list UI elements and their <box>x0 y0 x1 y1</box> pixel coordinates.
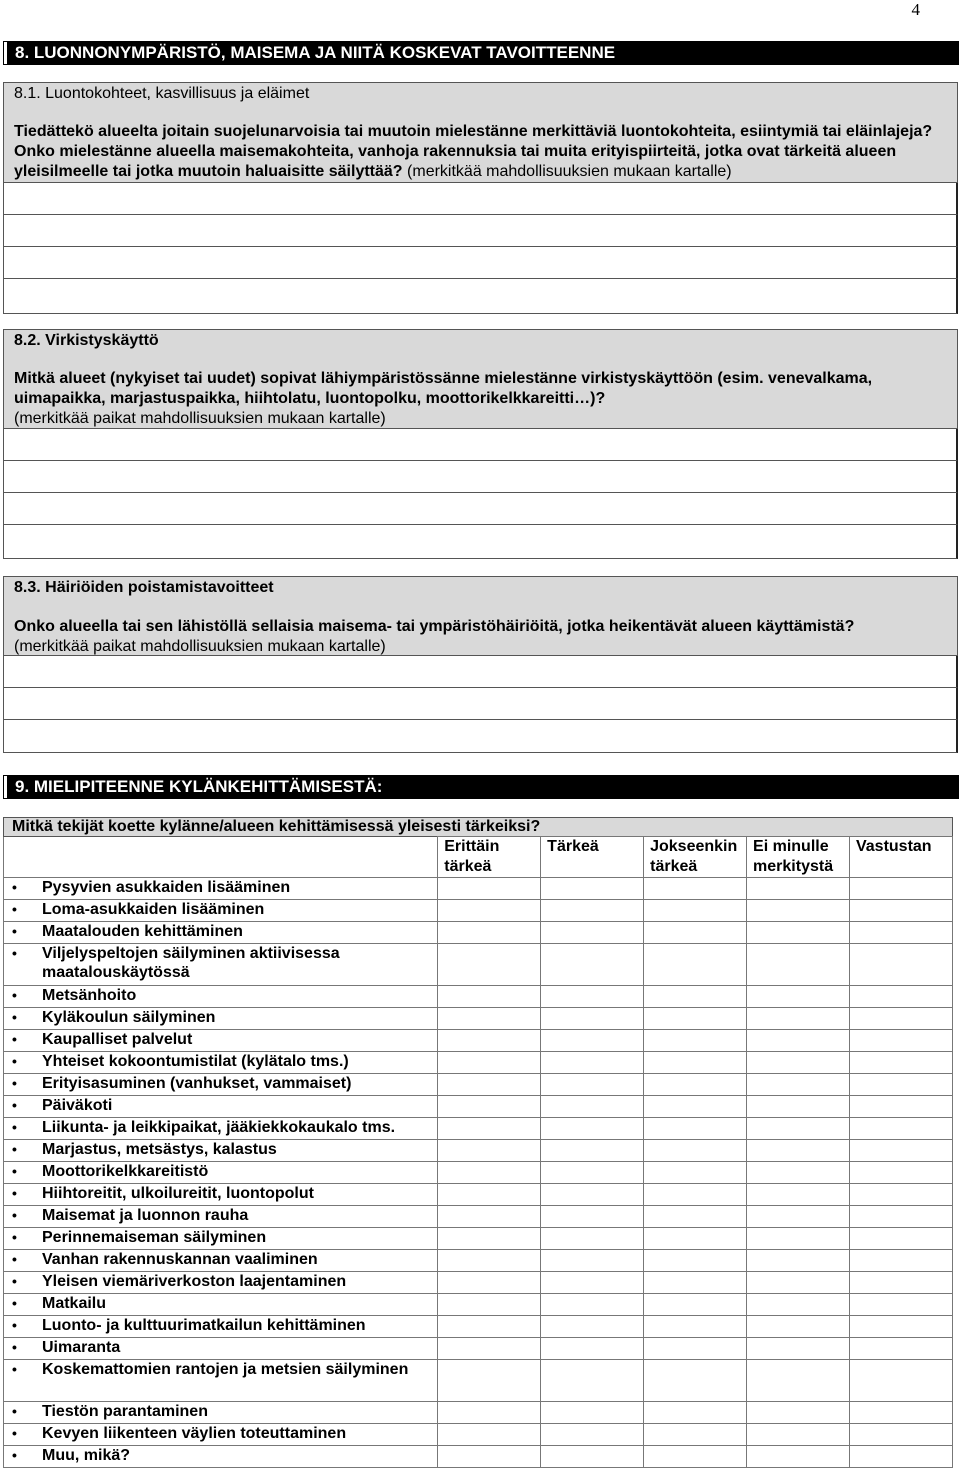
item-label-cell <box>4 944 438 986</box>
rating-cell[interactable] <box>747 1446 850 1468</box>
rating-cell[interactable] <box>747 922 850 944</box>
rating-cell[interactable] <box>747 1424 850 1446</box>
rating-cell[interactable] <box>438 1118 541 1140</box>
rating-cell[interactable] <box>644 1338 747 1360</box>
item-label-cell <box>4 986 438 1008</box>
item-label-cell <box>4 1184 438 1206</box>
rating-cell[interactable] <box>849 1008 952 1030</box>
rating-cell[interactable] <box>438 1008 541 1030</box>
rating-cell[interactable] <box>644 1162 747 1184</box>
rating-cell[interactable] <box>541 1316 644 1338</box>
item-label: Viljelyspeltojen säilyminen aktiivisessa maatalouskäytössä <box>42 945 340 981</box>
answer-line[interactable] <box>3 525 958 559</box>
item-label: Maatalouden kehittäminen <box>42 923 243 940</box>
item-label: Hiihtoreitit, ulkoilureitit, luontopolut <box>42 1185 314 1202</box>
rating-cell[interactable] <box>541 1030 644 1052</box>
rating-cell[interactable] <box>644 1360 747 1402</box>
rating-cell[interactable] <box>849 1074 952 1096</box>
table-row <box>4 1316 953 1338</box>
column-header: Tärkeä <box>541 837 644 878</box>
rating-cell[interactable] <box>644 1294 747 1316</box>
item-label: Liikunta- ja leikkipaikat, jääkiekkokaukalo tms. <box>42 1119 396 1136</box>
importance-table-header <box>4 837 953 878</box>
rating-cell[interactable] <box>438 1316 541 1338</box>
item-label-cell <box>4 900 438 922</box>
bullet-icon: • <box>12 1229 17 1245</box>
table-row <box>4 922 953 944</box>
rating-cell[interactable] <box>747 1162 850 1184</box>
section-8-2-box <box>3 329 958 429</box>
table-row <box>4 1446 953 1468</box>
section-8-1-heading: 8.1. Luontokohteet, kasvillisuus ja eläimet <box>14 85 310 102</box>
rating-cell[interactable] <box>849 1030 952 1052</box>
item-label-cell <box>4 1446 438 1468</box>
rating-cell[interactable] <box>541 1272 644 1294</box>
bullet-icon: • <box>12 1119 17 1135</box>
rating-cell[interactable] <box>644 1316 747 1338</box>
rating-cell[interactable] <box>849 1206 952 1228</box>
answer-line[interactable] <box>3 279 958 314</box>
rating-cell[interactable] <box>747 1360 850 1402</box>
item-label-cell <box>4 1074 438 1096</box>
rating-cell[interactable] <box>438 922 541 944</box>
bullet-icon: • <box>12 1317 17 1333</box>
rating-cell[interactable] <box>438 1030 541 1052</box>
rating-cell[interactable] <box>747 1294 850 1316</box>
bullet-icon: • <box>12 1185 17 1201</box>
rating-cell[interactable] <box>747 1030 850 1052</box>
rating-cell[interactable] <box>747 1206 850 1228</box>
item-label: Erityisasuminen (vanhukset, vammaiset) <box>42 1075 352 1092</box>
table-row <box>4 1096 953 1118</box>
rating-cell[interactable] <box>541 1338 644 1360</box>
rating-cell[interactable] <box>438 878 541 900</box>
rating-cell[interactable] <box>438 1052 541 1074</box>
rating-cell[interactable] <box>438 1360 541 1402</box>
column-header: Vastustan <box>849 837 952 878</box>
bullet-icon: • <box>12 1053 17 1069</box>
bullet-icon: • <box>12 1361 17 1377</box>
rating-cell[interactable] <box>849 878 952 900</box>
answer-line[interactable] <box>3 247 958 279</box>
rating-cell[interactable] <box>849 1294 952 1316</box>
rating-cell[interactable] <box>849 1250 952 1272</box>
table-row <box>4 1228 953 1250</box>
rating-cell[interactable] <box>644 1118 747 1140</box>
rating-cell[interactable] <box>849 1446 952 1468</box>
rating-cell[interactable] <box>438 1338 541 1360</box>
bullet-icon: • <box>12 1339 17 1355</box>
rating-cell[interactable] <box>438 1074 541 1096</box>
item-label-cell <box>4 1206 438 1228</box>
rating-cell[interactable] <box>747 1008 850 1030</box>
rating-cell[interactable] <box>747 1250 850 1272</box>
table-row <box>4 1140 953 1162</box>
rating-cell[interactable] <box>849 1316 952 1338</box>
rating-cell[interactable] <box>541 1228 644 1250</box>
bullet-icon: • <box>12 1075 17 1091</box>
rating-cell[interactable] <box>438 1096 541 1118</box>
table-row <box>4 1162 953 1184</box>
rating-cell[interactable] <box>849 1096 952 1118</box>
section-8-1-answer-area[interactable] <box>3 183 958 314</box>
item-label-cell <box>4 1424 438 1446</box>
rating-cell[interactable] <box>541 1096 644 1118</box>
table-row <box>4 1272 953 1294</box>
item-label: Päiväkoti <box>42 1097 113 1114</box>
item-label: Luonto- ja kulttuurimatkailun kehittäminen <box>42 1317 366 1334</box>
bullet-icon: • <box>12 1251 17 1267</box>
rating-cell[interactable] <box>644 1446 747 1468</box>
table-row <box>4 878 953 900</box>
rating-cell[interactable] <box>438 1184 541 1206</box>
item-label: Loma-asukkaiden lisääminen <box>42 901 265 918</box>
rating-cell[interactable] <box>849 1184 952 1206</box>
rating-cell[interactable] <box>644 1206 747 1228</box>
answer-line[interactable] <box>3 461 958 493</box>
section-8-3-hint: (merkitkää paikat mahdollisuuksien mukaan kartalle) <box>14 638 386 655</box>
item-label: Yleisen viemäriverkoston laajentaminen <box>42 1273 347 1290</box>
table-row <box>4 1424 953 1446</box>
table-row <box>4 986 953 1008</box>
item-label-cell <box>4 1272 438 1294</box>
item-label: Muu, mikä? <box>42 1447 131 1464</box>
item-label: Pysyvien asukkaiden lisääminen <box>42 879 291 896</box>
header-blank <box>4 837 438 878</box>
item-label: Maisemat ja luonnon rauha <box>42 1207 249 1224</box>
bullet-icon: • <box>12 923 17 939</box>
rating-cell[interactable] <box>541 1008 644 1030</box>
item-label: Yhteiset kokoontumistilat (kylätalo tms.) <box>42 1053 349 1070</box>
rating-cell[interactable] <box>644 1250 747 1272</box>
section-8-1-box <box>3 82 958 183</box>
rating-cell[interactable] <box>438 1162 541 1184</box>
rating-cell[interactable] <box>541 1424 644 1446</box>
item-label-cell <box>4 1250 438 1272</box>
bullet-icon: • <box>12 1295 17 1311</box>
item-label-cell <box>4 1162 438 1184</box>
rating-cell[interactable] <box>644 1008 747 1030</box>
answer-line[interactable] <box>3 720 958 753</box>
table-row <box>4 1030 953 1052</box>
answer-line[interactable] <box>3 493 958 525</box>
section-8-3-heading: 8.3. Häiriöiden poistamistavoitteet <box>14 579 274 596</box>
rating-cell[interactable] <box>644 1140 747 1162</box>
rating-cell[interactable] <box>849 1162 952 1184</box>
rating-cell[interactable] <box>438 1206 541 1228</box>
bullet-icon: • <box>12 1009 17 1025</box>
rating-cell[interactable] <box>541 1140 644 1162</box>
item-label-cell <box>4 1402 438 1424</box>
rating-cell[interactable] <box>644 1184 747 1206</box>
item-label-cell <box>4 1052 438 1074</box>
item-label: Kyläkoulun säilyminen <box>42 1009 216 1026</box>
table-row <box>4 1184 953 1206</box>
answer-line[interactable] <box>3 688 958 720</box>
rating-cell[interactable] <box>747 1118 850 1140</box>
rating-cell[interactable] <box>438 1294 541 1316</box>
page-number: 4 <box>911 0 920 19</box>
section-8-title: 8. LUONNONYMPÄRISTÖ, MAISEMA JA NIITÄ KOSKEVAT TAVOITTEENNE <box>4 42 958 64</box>
table-row <box>4 944 953 986</box>
table-row <box>4 1360 953 1402</box>
rating-cell[interactable] <box>849 1272 952 1294</box>
rating-cell[interactable] <box>747 1338 850 1360</box>
bullet-icon: • <box>12 945 17 961</box>
rating-cell[interactable] <box>541 1184 644 1206</box>
bullet-icon: • <box>12 1425 17 1441</box>
item-label-cell <box>4 1294 438 1316</box>
bullet-icon: • <box>12 879 17 895</box>
rating-cell[interactable] <box>541 1162 644 1184</box>
item-label: Koskemattomien rantojen ja metsien säilyminen <box>42 1361 409 1378</box>
rating-cell[interactable] <box>438 1250 541 1272</box>
table-row <box>4 1206 953 1228</box>
rating-cell[interactable] <box>849 986 952 1008</box>
rating-cell[interactable] <box>644 986 747 1008</box>
bullet-icon: • <box>12 987 17 1003</box>
item-label: Matkailu <box>42 1295 107 1312</box>
item-label: Kevyen liikenteen väylien toteuttaminen <box>42 1425 347 1442</box>
rating-cell[interactable] <box>747 900 850 922</box>
answer-line[interactable] <box>3 215 958 247</box>
rating-cell[interactable] <box>644 1272 747 1294</box>
column-header: Jokseenkin tärkeä <box>644 837 747 878</box>
rating-cell[interactable] <box>541 1294 644 1316</box>
rating-cell[interactable] <box>438 986 541 1008</box>
rating-cell[interactable] <box>644 1402 747 1424</box>
table-row <box>4 1338 953 1360</box>
rating-cell[interactable] <box>541 1360 644 1402</box>
rating-cell[interactable] <box>747 1184 850 1206</box>
rating-cell[interactable] <box>644 1052 747 1074</box>
item-label: Metsänhoito <box>42 987 137 1004</box>
rating-cell[interactable] <box>438 1228 541 1250</box>
column-header: Erittäin tärkeä <box>438 837 541 878</box>
rating-cell[interactable] <box>541 922 644 944</box>
answer-line[interactable] <box>3 183 958 215</box>
table-row <box>4 1402 953 1424</box>
rating-cell[interactable] <box>438 900 541 922</box>
rating-cell[interactable] <box>644 878 747 900</box>
rating-cell[interactable] <box>849 1424 952 1446</box>
rating-cell[interactable] <box>541 1074 644 1096</box>
rating-cell[interactable] <box>541 1402 644 1424</box>
section-8-3-box <box>3 576 958 656</box>
rating-cell[interactable] <box>849 922 952 944</box>
section-8-2-question: Mitkä alueet (nykyiset tai uudet) sopivat lähiympäristössänne mielestänne virkistyskäyttöön (esim. venevalkama, uimapaikka, marjastuspaikka, hiihtolatu, luontopolku, moottorikelkkareitti…)? <box>14 370 873 407</box>
rating-cell[interactable] <box>849 1140 952 1162</box>
item-label-cell <box>4 1118 438 1140</box>
item-label-cell <box>4 1316 438 1338</box>
item-label: Moottorikelkkareitistö <box>42 1163 209 1180</box>
rating-cell[interactable] <box>438 1424 541 1446</box>
rating-cell[interactable] <box>438 1272 541 1294</box>
rating-cell[interactable] <box>541 1206 644 1228</box>
rating-cell[interactable] <box>849 1402 952 1424</box>
rating-cell[interactable] <box>747 1316 850 1338</box>
item-label: Marjastus, metsästys, kalastus <box>42 1141 277 1158</box>
rating-cell[interactable] <box>644 1030 747 1052</box>
table-row <box>4 1118 953 1140</box>
rating-cell[interactable] <box>747 878 850 900</box>
section-8-2-hint: (merkitkää paikat mahdollisuuksien mukaan kartalle) <box>14 410 386 427</box>
rating-cell[interactable] <box>849 1118 952 1140</box>
section-8-3-question: Onko alueella tai sen lähistöllä sellaisia maisema- tai ympäristöhäiriöitä, jotka heikentävät alueen käyttämistä? <box>14 618 855 635</box>
table-row <box>4 1008 953 1030</box>
rating-cell[interactable] <box>438 944 541 986</box>
item-label-cell <box>4 1096 438 1118</box>
rating-cell[interactable] <box>849 900 952 922</box>
rating-cell[interactable] <box>541 1446 644 1468</box>
rating-cell[interactable] <box>541 1052 644 1074</box>
item-label-cell <box>4 1338 438 1360</box>
section-8-3-answer-area[interactable] <box>3 656 958 753</box>
table-row <box>4 1074 953 1096</box>
table-row <box>4 900 953 922</box>
column-header: Ei minulle merkitystä <box>747 837 850 878</box>
bullet-icon: • <box>12 1163 17 1179</box>
rating-cell[interactable] <box>644 1228 747 1250</box>
rating-cell[interactable] <box>541 878 644 900</box>
rating-cell[interactable] <box>541 1250 644 1272</box>
item-label-cell <box>4 1008 438 1030</box>
item-label: Uimaranta <box>42 1339 121 1356</box>
rating-cell[interactable] <box>849 1228 952 1250</box>
rating-cell[interactable] <box>644 1096 747 1118</box>
bullet-icon: • <box>12 1447 17 1463</box>
rating-cell[interactable] <box>438 1402 541 1424</box>
rating-cell[interactable] <box>747 1272 850 1294</box>
rating-cell[interactable] <box>644 944 747 986</box>
rating-cell[interactable] <box>541 900 644 922</box>
rating-cell[interactable] <box>849 944 952 986</box>
rating-cell[interactable] <box>747 1228 850 1250</box>
bullet-icon: • <box>12 1097 17 1113</box>
bullet-icon: • <box>12 1141 17 1157</box>
section-8-1-hint: (merkitkää mahdollisuuksien mukaan kartalle) <box>407 163 732 180</box>
table-row <box>4 1294 953 1316</box>
table-row <box>4 1052 953 1074</box>
item-label: Tiestön parantaminen <box>42 1403 208 1420</box>
item-label-cell <box>4 922 438 944</box>
rating-cell[interactable] <box>644 1424 747 1446</box>
rating-cell[interactable] <box>747 1052 850 1074</box>
rating-cell[interactable] <box>747 1074 850 1096</box>
rating-cell[interactable] <box>849 1360 952 1402</box>
rating-cell[interactable] <box>849 1338 952 1360</box>
rating-cell[interactable] <box>644 900 747 922</box>
rating-cell[interactable] <box>438 1446 541 1468</box>
item-label: Perinnemaiseman säilyminen <box>42 1229 267 1246</box>
item-label: Kaupalliset palvelut <box>42 1031 193 1048</box>
bullet-icon: • <box>12 1273 17 1289</box>
importance-question: Mitkä tekijät koette kylänne/alueen kehittämisessä yleisesti tärkeiksi? <box>3 817 953 837</box>
section-9-title: 9. MIELIPITEENNE KYLÄNKEHITTÄMISESTÄ: <box>4 776 958 798</box>
bullet-icon: • <box>12 1207 17 1223</box>
table-row <box>4 1250 953 1272</box>
bullet-icon: • <box>12 1031 17 1047</box>
section-8-1-question: Tiedättekö alueelta joitain suojelunarvoisia tai muutoin mielestänne merkittäviä luontokohteita, esiintymiä tai eläinlajeja? Onko mielestänne alueella maisemakohteita, vanhoja rakennuksia tai muita erityispiirteitä, jotka ovat tärkeitä alueen yleisilmeelle tai jotka muutoin haluaisitte säilyttää? <box>14 123 933 180</box>
item-label-cell <box>4 1360 438 1402</box>
bullet-icon: • <box>12 901 17 917</box>
rating-cell[interactable] <box>541 1118 644 1140</box>
rating-cell[interactable] <box>644 922 747 944</box>
section-8-2-answer-area[interactable] <box>3 429 958 559</box>
item-label-cell <box>4 878 438 900</box>
rating-cell[interactable] <box>849 1052 952 1074</box>
rating-cell[interactable] <box>438 1140 541 1162</box>
rating-cell[interactable] <box>541 986 644 1008</box>
importance-table <box>3 836 953 1468</box>
item-label-cell <box>4 1030 438 1052</box>
section-8-2-heading: 8.2. Virkistyskäyttö <box>14 332 159 349</box>
rating-cell[interactable] <box>747 986 850 1008</box>
rating-cell[interactable] <box>747 1096 850 1118</box>
item-label-cell <box>4 1140 438 1162</box>
rating-cell[interactable] <box>541 944 644 986</box>
answer-line[interactable] <box>3 656 958 688</box>
rating-cell[interactable] <box>747 1140 850 1162</box>
rating-cell[interactable] <box>747 944 850 986</box>
item-label: Vanhan rakennuskannan vaaliminen <box>42 1251 318 1268</box>
bullet-icon: • <box>12 1403 17 1419</box>
item-label-cell <box>4 1228 438 1250</box>
rating-cell[interactable] <box>747 1402 850 1424</box>
answer-line[interactable] <box>3 429 958 461</box>
rating-cell[interactable] <box>644 1074 747 1096</box>
